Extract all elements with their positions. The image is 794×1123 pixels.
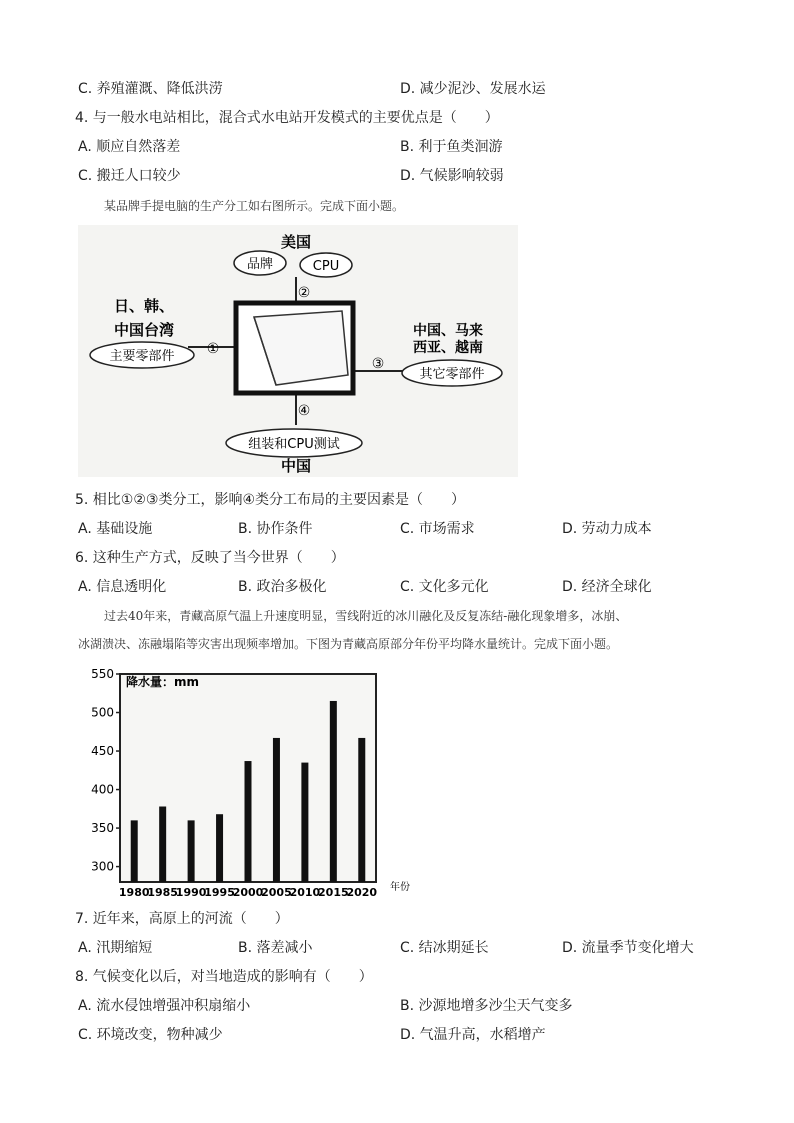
bar-1995 [216, 814, 223, 882]
x-axis-label: 年份 [390, 882, 410, 893]
x-tick-label: 1985 [147, 886, 178, 899]
intro-plateau-line1: 过去40年来，青藏高原气温上升速度明显，雪线附近的冰川融化及反复冻结-融化现象增多，冰崩、 [104, 609, 628, 623]
q6-option-c: C. 文化多元化 [400, 579, 489, 595]
label-bottom-box: 组装和CPU测试 [248, 437, 340, 452]
number-2: ② [297, 285, 311, 301]
label-china: 中国 [280, 457, 312, 475]
q4-option-a: A. 顺应自然落差 [78, 139, 181, 155]
q8-option-d: D. 气温升高，水稻增产 [400, 1027, 546, 1043]
bar-1990 [188, 820, 195, 882]
q4-option-b: B. 利于鱼类洄游 [400, 139, 503, 155]
bar-2005 [273, 738, 280, 882]
x-tick-label: 2020 [346, 886, 378, 899]
y-axis-label: 降水量：mm [126, 675, 200, 689]
x-tick-label: 1990 [175, 886, 207, 899]
q4-option-d: D. 气候影响较弱 [400, 168, 504, 184]
q4-option-c: C. 搬迁人口较少 [78, 168, 181, 184]
q3-option-c: C. 养殖灌溉、降低洪涝 [78, 81, 223, 97]
x-tick-label: 2015 [318, 886, 349, 899]
q4-stem: 4. 与一般水电站相比，混合式水电站开发模式的主要优点是（ ） [75, 110, 499, 126]
bar-2010 [301, 763, 308, 882]
x-tick-label: 1980 [118, 886, 150, 899]
x-tick-label: 2005 [261, 886, 292, 899]
q5-option-b: B. 协作条件 [238, 521, 313, 537]
x-tick-label: 1995 [204, 886, 235, 899]
label-right-region1: 中国、马来 [413, 323, 483, 339]
q6-option-b: B. 政治多极化 [238, 579, 327, 595]
q7-stem: 7. 近年来，高原上的河流（ ） [75, 911, 289, 927]
y-tick-label: 500 [91, 705, 114, 720]
label-left-region2: 中国台湾 [113, 321, 175, 339]
q7-option-d: D. 流量季节变化增大 [562, 940, 694, 956]
number-1: ① [206, 341, 220, 357]
q6-stem: 6. 这种生产方式，反映了当今世界（ ） [75, 550, 345, 566]
label-left-box: 主要零部件 [109, 349, 175, 364]
q3-option-d: D. 减少泥沙、发展水运 [400, 81, 546, 97]
q8-option-b: B. 沙源地增多沙尘天气变多 [400, 998, 573, 1014]
x-tick-label: 2010 [289, 886, 321, 899]
intro-plateau-line2: 冰湖溃决、冻融塌陷等灾害出现频率增加。下图为青藏高原部分年份平均降水量统计。完成下面小题。 [78, 637, 619, 651]
production-diagram [78, 225, 518, 477]
number-3: ③ [371, 356, 385, 372]
bar-2000 [245, 761, 252, 882]
q5-option-a: A. 基础设施 [78, 521, 153, 537]
y-tick-label: 450 [91, 744, 114, 759]
q8-option-a: A. 流水侵蚀增强冲积扇缩小 [78, 998, 251, 1014]
bar-1985 [159, 807, 166, 882]
label-cpu: CPU [312, 259, 340, 274]
bar-2015 [330, 701, 337, 882]
bar-1980 [131, 820, 138, 882]
precipitation-chart [78, 664, 423, 900]
label-brand: 品牌 [246, 257, 274, 272]
q7-option-a: A. 汛期缩短 [78, 940, 153, 956]
intro-production: 某品牌手提电脑的生产分工如右图所示。完成下面小题。 [104, 199, 405, 213]
number-4: ④ [297, 403, 311, 419]
q5-stem: 5. 相比①②③类分工，影响④类分工布局的主要因素是（ ） [75, 492, 466, 508]
y-tick-label: 550 [91, 667, 114, 681]
y-tick-label: 300 [91, 859, 114, 874]
q5-option-c: C. 市场需求 [400, 521, 475, 537]
y-tick-label: 400 [91, 782, 114, 797]
y-tick-label: 350 [91, 821, 114, 836]
bar-2020 [358, 738, 365, 882]
x-tick-label: 2000 [232, 886, 264, 899]
q8-option-c: C. 环境改变，物种减少 [78, 1027, 223, 1043]
q7-option-b: B. 落差减小 [238, 940, 313, 956]
label-right-region2: 西亚、越南 [413, 340, 483, 356]
q6-option-d: D. 经济全球化 [562, 579, 652, 595]
label-usa: 美国 [280, 233, 312, 251]
label-right-box: 其它零部件 [419, 367, 485, 382]
q6-option-a: A. 信息透明化 [78, 579, 167, 595]
q5-option-d: D. 劳动力成本 [562, 521, 652, 537]
q8-stem: 8. 气候变化以后，对当地造成的影响有（ ） [75, 969, 373, 985]
q7-option-c: C. 结冰期延长 [400, 940, 489, 956]
label-left-region1: 日、韩、 [113, 297, 175, 315]
